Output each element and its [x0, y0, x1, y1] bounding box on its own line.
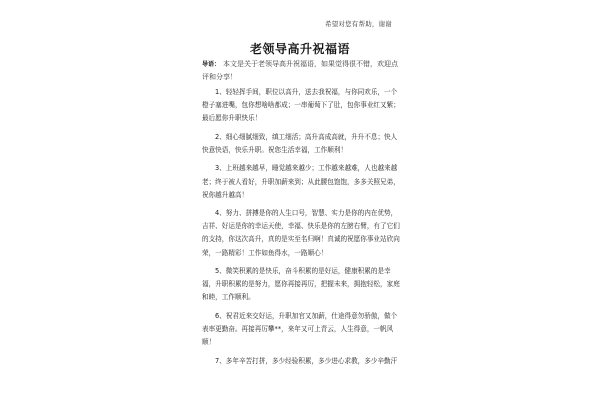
- intro-text: 本文是关于老领导高升祝福语，如果觉得很不错，欢迎点评和分享！: [202, 60, 399, 81]
- paragraph-3: 3、上班越来越早，睡觉越来越少；工作越来越难，人也越来越老；终于被人看好，升职加薪来到；从此腰包饱饱，多多关照兄弟，祝你越升越高！: [202, 164, 400, 199]
- paragraph-4: 4、努力、拼搏是你的人生口号，智慧、实力是你的内在优势，吉祥、好运是你的幸运天使，幸福、快乐是你的左膀右臂，有了它们的支持，你这次高升，真的是实至名归啊！真诚的祝愿你事业站欣向荣，一路精彩！工作如鱼得水，一路顺心！: [202, 209, 400, 257]
- intro-label: 导语：: [202, 61, 221, 68]
- paragraph-2: 2、细心细腻细致，缜工细活；高升高成高就，升升不息；快人快意快语，快乐升职。祝您生活幸福，工作顺利！: [202, 132, 398, 154]
- paragraph-7: 7、多年辛苦打拼，多少经验积累，多少进心求教，多少辛勤汗: [215, 356, 398, 365]
- paragraph-6: 6、祝君近来交好运，升职加官又加薪，仕途得意勿骄傲，做个表率更勤奋。再接再厉攀**，来年又可上青云，人生得意，一帆风顺！: [202, 311, 398, 347]
- intro-paragraph: [202, 58, 402, 84]
- paragraph-5: 5、微笑积累的是快乐，奋斗积累的是好运，健康积累的是幸福，升职积累的是努力，愿你再接再厉，把握未来，拥抱轻松，家庭和睦，工作顺利。: [202, 267, 400, 302]
- header-note: 希望对您有帮助，谢谢: [325, 20, 392, 28]
- document-title: 老领导高升祝福语: [249, 42, 350, 56]
- paragraph-1: 1、轻轻挥手间，职位以高升，送去我祝福，与你同欢乐，一个橙子塞进嘴，包你想啥啥都成；一串葡萄下了肚，包你事业红又紫；最后愿你升职快乐！: [202, 88, 400, 123]
- paragraph-list: [202, 86, 400, 373]
